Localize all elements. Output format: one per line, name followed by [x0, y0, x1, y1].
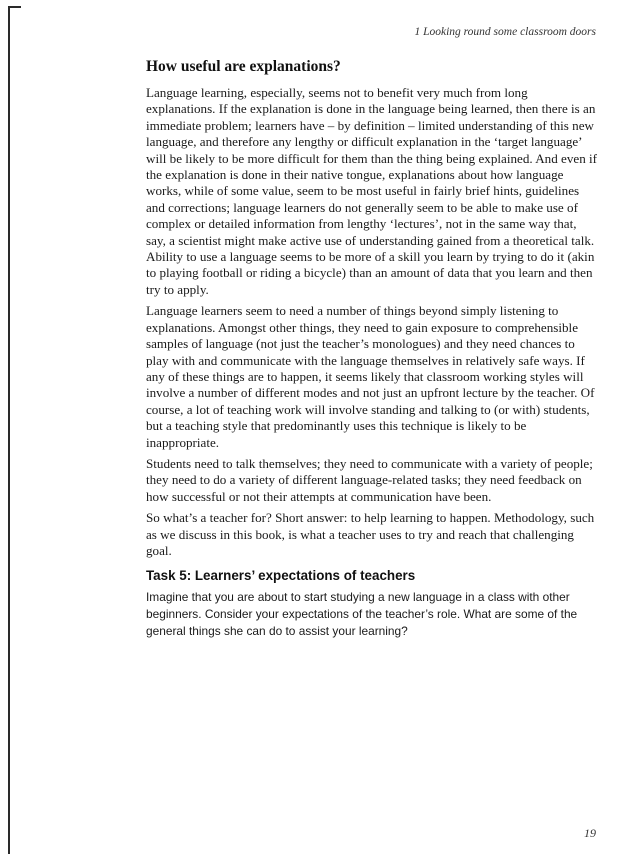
section-title: How useful are explanations? — [146, 58, 341, 75]
crop-mark-horizontal — [8, 6, 21, 8]
task-title: Task 5: Learners’ expectations of teachers — [146, 568, 416, 584]
body-paragraph: Language learning, especially, seems not to benefit very much from long explanations. If the explanation is done in the language being learned, then there is an immediate problem; learners have – by definition – limited understanding of this new language, and therefore any lengthy or difficult explanation in the ‘target language’ will be likely to be more difficult for them than the thing being explained. And even if the explanation is done in their native tongue, explanations about how language works, while of some value, seem to be most useful in fairly brief hints, guidelines and corrections; language learners do not generally seem to be able to make use of complex or detailed information from lengthy ‘lectures’, not in the same way that, say, a scientist might make active use of understanding gained from a theoretical talk. Ability to use a language seems to be more of a skill you learn by trying to do it (akin to playing football or riding a bicycle) than an amount of data that you learn and then try to apply. — [146, 85, 598, 297]
body-paragraph: So what’s a teacher for? Short answer: to help learning to happen. Methodology, such as we discuss in this book, is what a teacher uses to try and reach that challenging goal. — [146, 510, 595, 558]
task-text: Imagine that you are about to start studying a new language in a class with other beginners. Consider your expectations of the teacher’s role. What are some of the general things she can do to assist your learning? — [146, 590, 578, 638]
crop-mark-vertical — [8, 6, 10, 854]
page-number: 19 — [584, 826, 596, 840]
page-content — [146, 58, 598, 639]
body-paragraph: Language learners seem to need a number of things beyond simply listening to explanations. Amongst other things, they need to gain exposure to comprehensible samples of language (not just the teacher’s monologues) and they need chances to play with and communicate with the language themselves in relatively safe ways. If any of these things are to happen, it seems likely that classroom working styles will involve a number of different modes and not just an upfront lecture by the teacher. Of course, a lot of teaching work will involve standing and talking to (or with) students, but a teaching style that predominantly uses this technique is likely to be inappropriate. — [146, 303, 595, 450]
running-head: 1 Looking round some classroom doors — [414, 26, 596, 38]
body-paragraph: Students need to talk themselves; they need to communicate with a variety of people; they need to do a variety of different language-related tasks; they need feedback on how successful or not their attempts at communication have been. — [146, 455, 593, 504]
